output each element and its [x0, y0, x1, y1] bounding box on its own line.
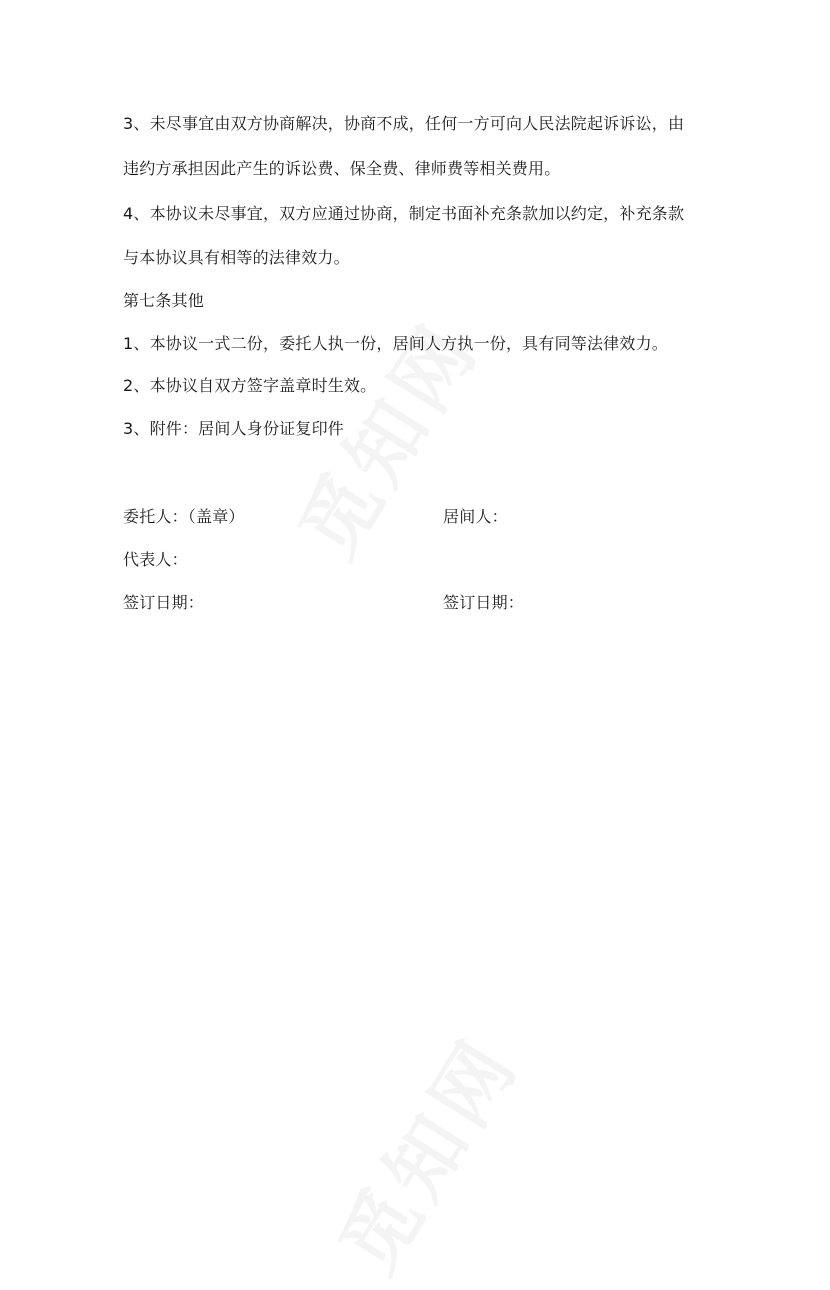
intermediary-date-label: 签订日期： [443, 593, 525, 612]
article-7-heading: 第七条其他 [123, 291, 205, 310]
intermediary-label: 居间人： [443, 507, 508, 526]
representative-label: 代表人： [123, 550, 188, 569]
article-7-item-2: 2、本协议自双方签字盖章时生效。 [123, 376, 377, 395]
principal-label: 委托人：（盖章） [123, 507, 245, 526]
watermark [308, 1012, 540, 1290]
clause-4-line-2: 与本协议具有相等的法律效力。 [123, 248, 350, 267]
clause-3-line-1: 3、未尽事宜由双方协商解决，协商不成，任何一方可向人民法院起诉诉讼，由 [123, 114, 685, 133]
clause-3-line-2: 违约方承担因此产生的诉讼费、保全费、律师费等相关费用。 [123, 159, 561, 178]
article-7-item-3: 3、附件：居间人身份证复印件 [123, 419, 344, 438]
article-7-item-1: 1、本协议一式二份，委托人执一份，居间人方执一份，具有同等法律效力。 [123, 334, 668, 353]
clause-4-line-1: 4、本协议未尽事宜，双方应通过协商，制定书面补充条款加以约定，补充条款 [123, 204, 685, 223]
principal-date-label: 签订日期： [123, 593, 205, 612]
